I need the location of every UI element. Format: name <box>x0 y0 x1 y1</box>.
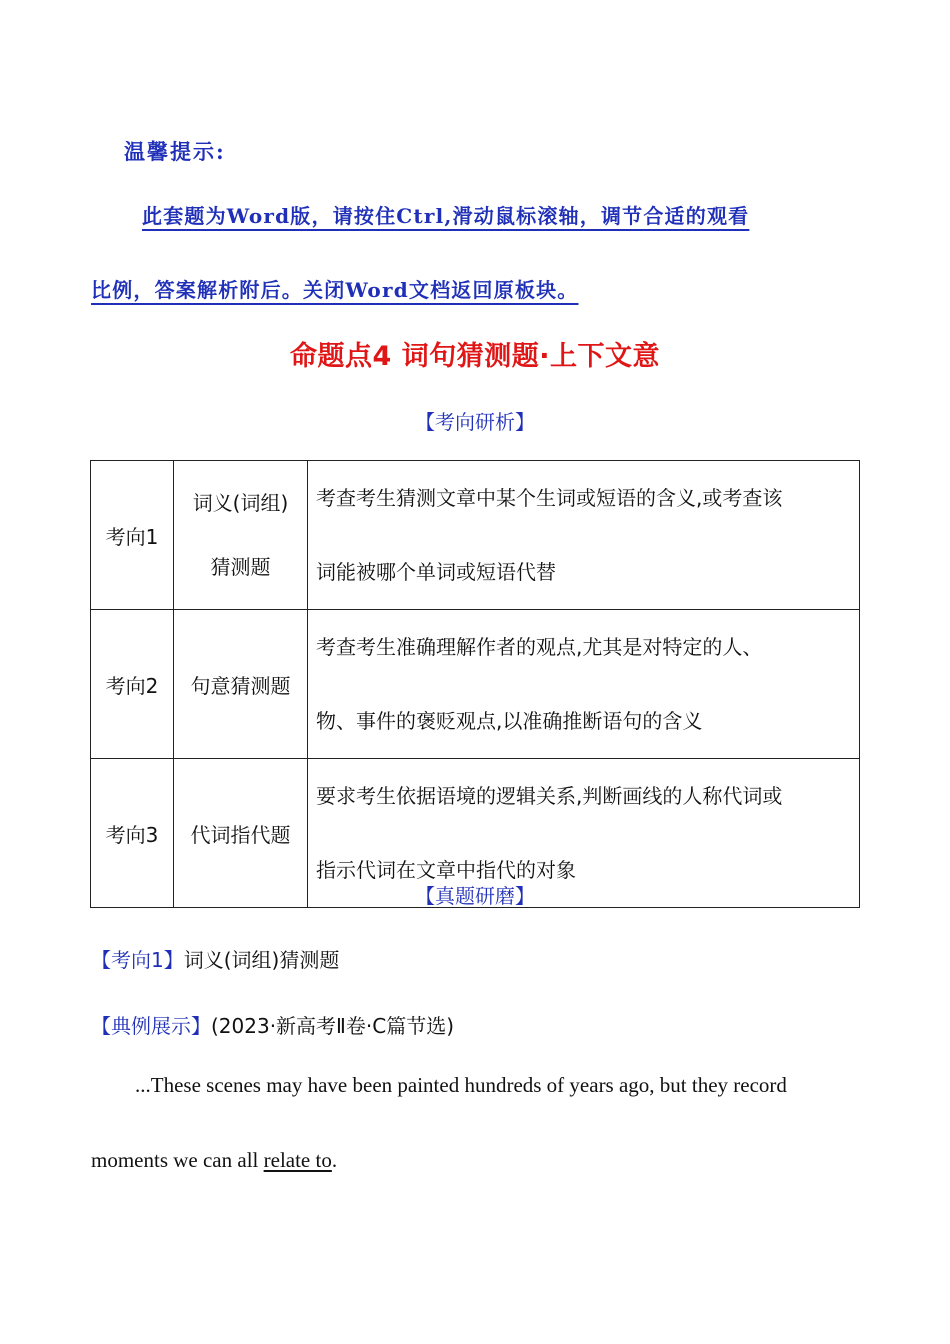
direction-tag: 【考向1】 <box>91 948 184 972</box>
direction-description: 考查考生猜测文章中某个生词或短语的含义,或考查该 词能被哪个单词或短语代替 <box>308 461 860 610</box>
tip-title: 温馨提示: <box>124 139 226 164</box>
section-heading-analysis: 【考向研析】 <box>415 410 535 434</box>
table-row <box>91 610 860 759</box>
passage-line-1: ...These scenes may have been painted hundreds of years ago, but they record <box>135 1073 787 1097</box>
direction-label: 考向1 <box>91 461 174 610</box>
question-type: 句意猜测题 <box>174 610 308 759</box>
section-heading-practice: 【真题研磨】 <box>415 884 535 908</box>
passage-line-2: moments we can all relate to. <box>91 1148 338 1172</box>
page-title: 命题点4 词句猜测题·上下文意 <box>290 341 660 372</box>
example-heading <box>91 1010 454 1039</box>
table-row <box>91 461 860 610</box>
direction-heading <box>91 944 339 973</box>
direction-table <box>90 460 860 908</box>
tip-line-2[interactable]: 比例，答案解析附后。关闭Word文档返回原板块。 <box>91 278 579 302</box>
direction-label: 考向3 <box>91 759 174 908</box>
tip-line-1[interactable]: 此套题为Word版，请按住Ctrl,滑动鼠标滚轴，调节合适的观看 <box>142 204 750 228</box>
direction-description: 要求考生依据语境的逻辑关系,判断画线的人称代词或 指示代词在文章中指代的对象 <box>308 759 860 908</box>
direction-description: 考查考生准确理解作者的观点,尤其是对特定的人、 物、事件的褒贬观点,以准确推断语句的含义 <box>308 610 860 759</box>
question-type: 代词指代题 <box>174 759 308 908</box>
direction-label: 考向2 <box>91 610 174 759</box>
question-type: 词义(词组) 猜测题 <box>174 461 308 610</box>
direction-text: 词义(词组)猜测题 <box>183 948 340 972</box>
example-source: (2023·新高考Ⅱ卷·C篇节选) <box>211 1014 455 1038</box>
example-tag: 【典例展示】 <box>91 1014 211 1038</box>
underlined-phrase: relate to <box>263 1148 332 1172</box>
